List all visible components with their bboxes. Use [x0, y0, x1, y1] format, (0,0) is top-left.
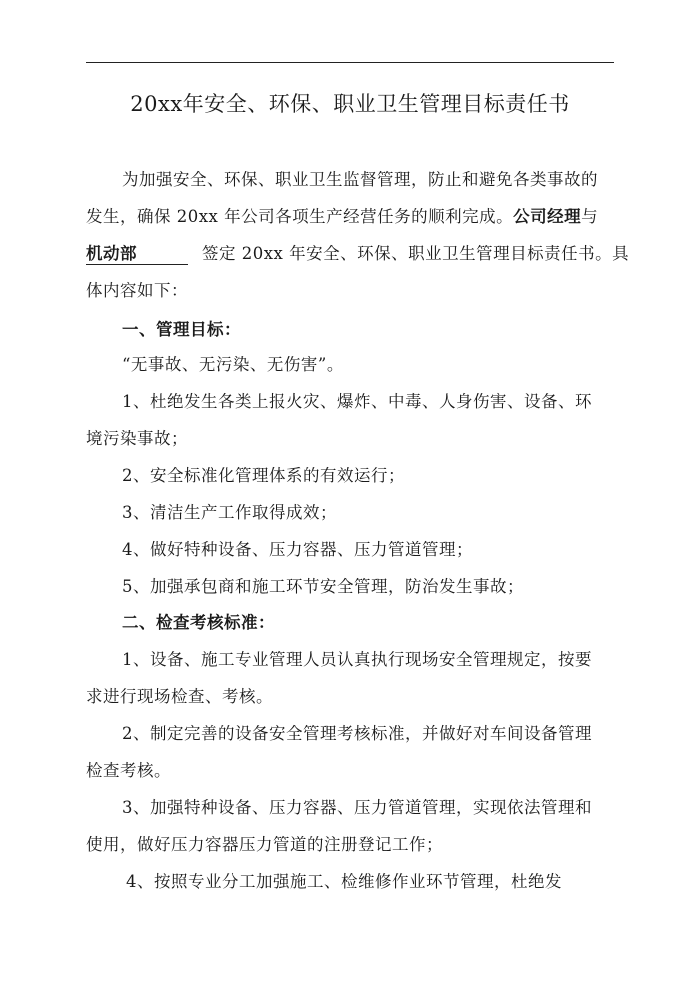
party-a-name: 公司经理 [513, 207, 582, 226]
section-2-item-3b: 使用，做好压力容器压力管道的注册登记工作； [86, 835, 443, 854]
section-1-item-5: 5、加强承包商和施工环节安全管理，防治发生事故； [122, 577, 524, 596]
section-2-item-1b: 求进行现场检查、考核。 [86, 687, 273, 706]
section-1-heading: 一、管理目标： [122, 320, 241, 339]
intro-line-1: 为加强安全、环保、职业卫生监督管理，防止和避免各类事故的 [122, 170, 598, 189]
header-rule [86, 62, 614, 63]
intro-line-4: 体内容如下： [86, 281, 188, 300]
intro-line-3 [86, 240, 629, 265]
document-title: 20xx年安全、环保、职业卫生管理目标责任书 [130, 92, 570, 116]
party-b-name: 机动部 [86, 245, 188, 265]
section-1-slogan: “无事故、无污染、无伤害”。 [122, 355, 344, 374]
section-1-item-3: 3、清洁生产工作取得成效； [122, 503, 337, 522]
intro-line-2 [86, 203, 598, 227]
section-2-item-3a: 3、加强特种设备、压力容器、压力管道管理，实现依法管理和 [122, 798, 592, 817]
section-1-item-2: 2、安全标准化管理体系的有效运行； [122, 466, 405, 485]
intro-line-3-text: 签定 20xx 年安全、环保、职业卫生管理目标责任书。具 [202, 244, 630, 263]
intro-line-2-end: 与 [581, 207, 599, 226]
section-2-item-2b: 检查考核。 [86, 761, 171, 780]
section-2-item-1a: 1、设备、施工专业管理人员认真执行现场安全管理规定，按要 [122, 650, 592, 669]
section-2-heading: 二、检查考核标准： [122, 613, 275, 632]
section-2-item-4a: 4、按照专业分工加强施工、检维修作业环节管理，杜绝发 [126, 872, 562, 891]
section-1-item-1a: 1、杜绝发生各类上报火灾、爆炸、中毒、人身伤害、设备、环 [122, 392, 592, 411]
section-2-item-2a: 2、制定完善的设备安全管理考核标准，并做好对车间设备管理 [122, 724, 592, 743]
intro-line-2-text: 发生，确保 20xx 年公司各项生产经营任务的顺利完成。 [86, 207, 514, 226]
section-1-item-4: 4、做好特种设备、压力容器、压力管道管理； [122, 540, 473, 559]
section-1-item-1b: 境污染事故； [86, 429, 188, 448]
